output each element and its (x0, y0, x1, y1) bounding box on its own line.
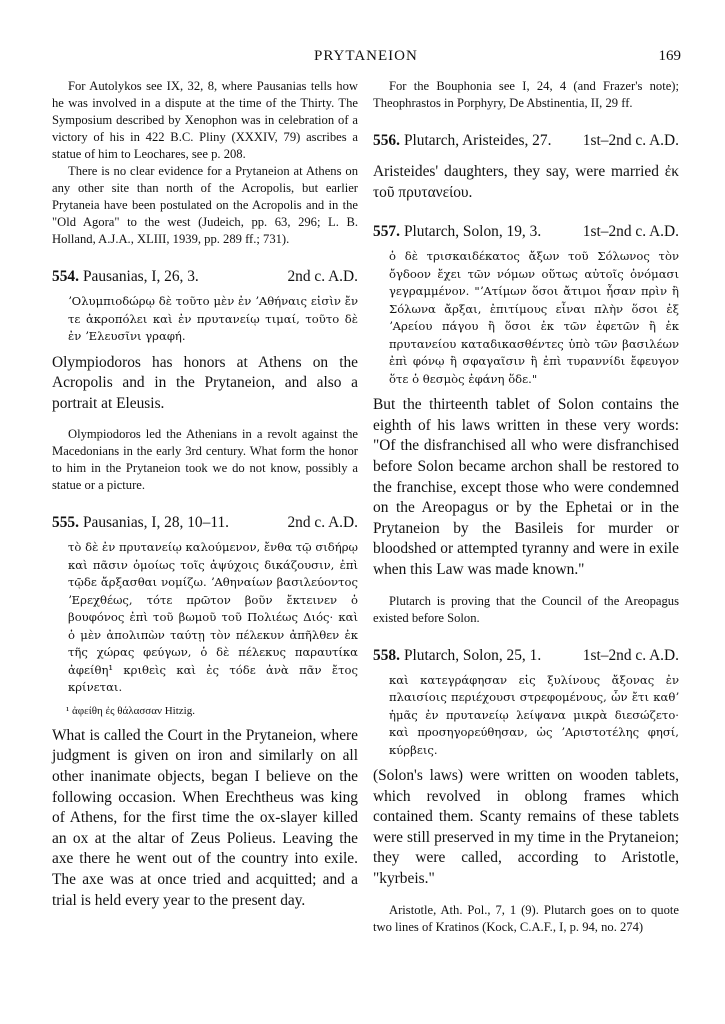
prytaneion-site-paragraph: There is no clear evidence for a Prytaneion at Athens on any other site than north of the Acropolis, but earlier Prytaneia have been postulated on the Acropolis and in the "Old Agora" to the west (Judeich, pp. 63, 296; L. B. Holland, A.J.A., XLIII, 1939, pp. 289 ff.; 731). (52, 164, 358, 246)
entry-557-greek: ὁ δὲ τρισκαιδέκατος ἄξων τοῦ Σόλωνος τὸν ὄγδοον ἔχει τῶν νόμων οὕτως αὐτοῖς ὀνόμασι γεγραμμένον. "ʼΑτίμων ὅσοι ἄτιμοι ἦσαν πρὶν ἢ Σόλωνα ἄρξαι, ἐπιτίμους εἶναι πλὴν ὅσοι ἐξ ʼΑρείου πάγου ἢ ὅσοι ἐκ τῶν ἐφετῶν ἢ ἐκ πρυτανείου καταδικασθέντες ὑπὸ τῶν βασιλέων ἐπὶ φόνῳ ἢ σφαγαῖσιν ἢ ἐπὶ τυραννίδι ἔφευγον ὅτε ὁ θεσμὸς ἐφάνη ὅδε." (389, 249, 679, 386)
entry-date: 2nd c. A.D. (287, 514, 358, 532)
right-column (373, 78, 679, 936)
entry-555-footnote: ¹ ἀφείθη ἐς θάλασσαν Hitzig. (66, 704, 195, 717)
entry-date: 1st–2nd c. A.D. (582, 646, 679, 664)
left-column (52, 78, 358, 911)
entry-558-translation: (Solon's laws) were written on wooden tablets, which revolved in oblong frames which contained them. Scanty remains of these tablets were still preserved in my time in the Prytaneion; they were called, according to Aristotle, "kyrbeis." (373, 767, 679, 887)
entry-554-translation: Olympiodoros has honors at Athens on the Acropolis and in the Prytaneion, and also a portrait at Eleusis. (52, 353, 358, 412)
entry-554-heading (52, 268, 358, 286)
entry-source: Plutarch, Aristeides, 27. (403, 132, 552, 149)
entry-number: 557. (373, 223, 400, 241)
page-number: 169 (658, 48, 681, 64)
entry-date: 1st–2nd c. A.D. (582, 132, 679, 149)
running-title: PRYTANEION (314, 48, 418, 64)
entry-number: 556. (373, 132, 400, 149)
entry-555-translation: What is called the Court in the Prytaneion, where judgment is given on iron and similarly on all other inanimate objects, began I believe on the following occasion. When Erechtheus was king of Athens, for the first time the ox-slayer killed an ox at the altar of Zeus Polieus. Leaving the axe there he went out of the country into exile. The axe was at once tried and acquitted; and a trial is held every year to the present day. (52, 726, 358, 909)
entry-557-heading (373, 223, 679, 241)
entry-557-translation: But the thirteenth tablet of Solon contains the eighth of his laws written in these very words: "Of the disfranchised all who were disfranchised before Solon became archon shall be restored to the franchise, except those who were condemned on the Areopagus or by the Ephetai or in the Prytaneion by the Basileis for murder or bloodshed or attempted tyranny and were in exile when this Law was made known." (373, 396, 679, 578)
entry-558-heading (373, 647, 679, 665)
entry-556-heading (373, 132, 679, 150)
entry-source: Plutarch, Solon, 25, 1. (403, 646, 542, 664)
entry-556-translation: Aristeides' daughters, they say, were married ἐκ τοῦ πρυτανείου. (373, 163, 679, 201)
entry-555-heading (52, 514, 358, 532)
entry-number: 558. (373, 646, 400, 664)
entry-554-greek: ʼΟλυμπιοδώρῳ δὲ τοῦτο μὲν ἐν ʼΑθήναις εἰσὶν ἔν τε ἀκροπόλει καὶ ἐν πρυτανείῳ τιμαί, τοῦτο δὲ ἐν ʼΕλευσῖνι γραφή. (68, 294, 358, 343)
entry-date: 1st–2nd c. A.D. (582, 223, 679, 241)
entry-source: Pausanias, I, 28, 10–11. (82, 514, 229, 532)
entry-554-note: Olympiodoros led the Athenians in a revolt against the Macedonians in the early 3rd century. What form the honor to him in the Prytaneion took we do not know, possibly a statue or a picture. (52, 427, 358, 493)
entry-source: Pausanias, I, 26, 3. (82, 268, 199, 285)
entry-source: Plutarch, Solon, 19, 3. (403, 223, 542, 241)
entry-number: 554. (52, 268, 79, 285)
entry-558-greek: καὶ κατεγράφησαν εἰς ξυλίνους ἄξονας ἐν πλαισίοις περιέχουσι στρεφομένους, ὧν ἔτι καθʼ ἡμᾶς ἐν πρυτανείῳ λείψανα μικρὰ διεσώζετο· καὶ προσηγορεύθησαν, ὡς ʼΑριστοτέλης φησί, κύρβεις. (389, 672, 679, 757)
entry-558-note: Aristotle, Ath. Pol., 7, 1 (9). Plutarch goes on to quote two lines of Kratinos (Kock, C.A.F., I, p. 94, no. 274) (373, 902, 679, 934)
entry-557-note: Plutarch is proving that the Council of the Areopagus existed before Solon. (373, 593, 679, 625)
autolykos-paragraph: For Autolykos see IX, 32, 8, where Pausanias tells how he was involved in a dispute at the time of the Thirty. The Symposium described by Xenophon was in celebration of a victory of his in 422 B.C. Pliny (XXXIV, 79) ascribes a statue of him to Leochares, see p. 208. (52, 79, 358, 161)
running-header (0, 48, 725, 70)
entry-date: 2nd c. A.D. (287, 268, 358, 285)
entry-555-greek: τὸ δὲ ἐν πρυτανείῳ καλούμενον, ἔνθα τῷ σιδήρῳ καὶ πᾶσιν ὁμοίως τοῖς ἀψύχοις δικάζουσιν, ἐπὶ τῷδε ἄρξασθαι νομίζω. ʼΑθηναίων βασιλεύοντος ʼΕρεχθέως, τότε πρῶτον βοῦν ἔκτεινεν ὁ βουφόνος ἐπὶ τοῦ βωμοῦ τοῦ Πολιέως Διός· καὶ ὁ μὲν ἀπολιπὼν ταύτῃ τὸν πέλεκυν ἀπῆλθεν ἐκ τῆς χώρας φεύγων, ὁ δὲ πέλεκυς παραυτίκα ἀφείθη¹ κριθεὶς καὶ ἐς τόδε ἀνὰ πᾶν ἔτος κρίνεται. (68, 540, 358, 695)
bouphonia-note: For the Bouphonia see I, 24, 4 (and Frazer's note); Theophrastos in Porphyry, De Abstinentia, II, 29 ff. (373, 79, 679, 110)
entry-number: 555. (52, 514, 79, 532)
